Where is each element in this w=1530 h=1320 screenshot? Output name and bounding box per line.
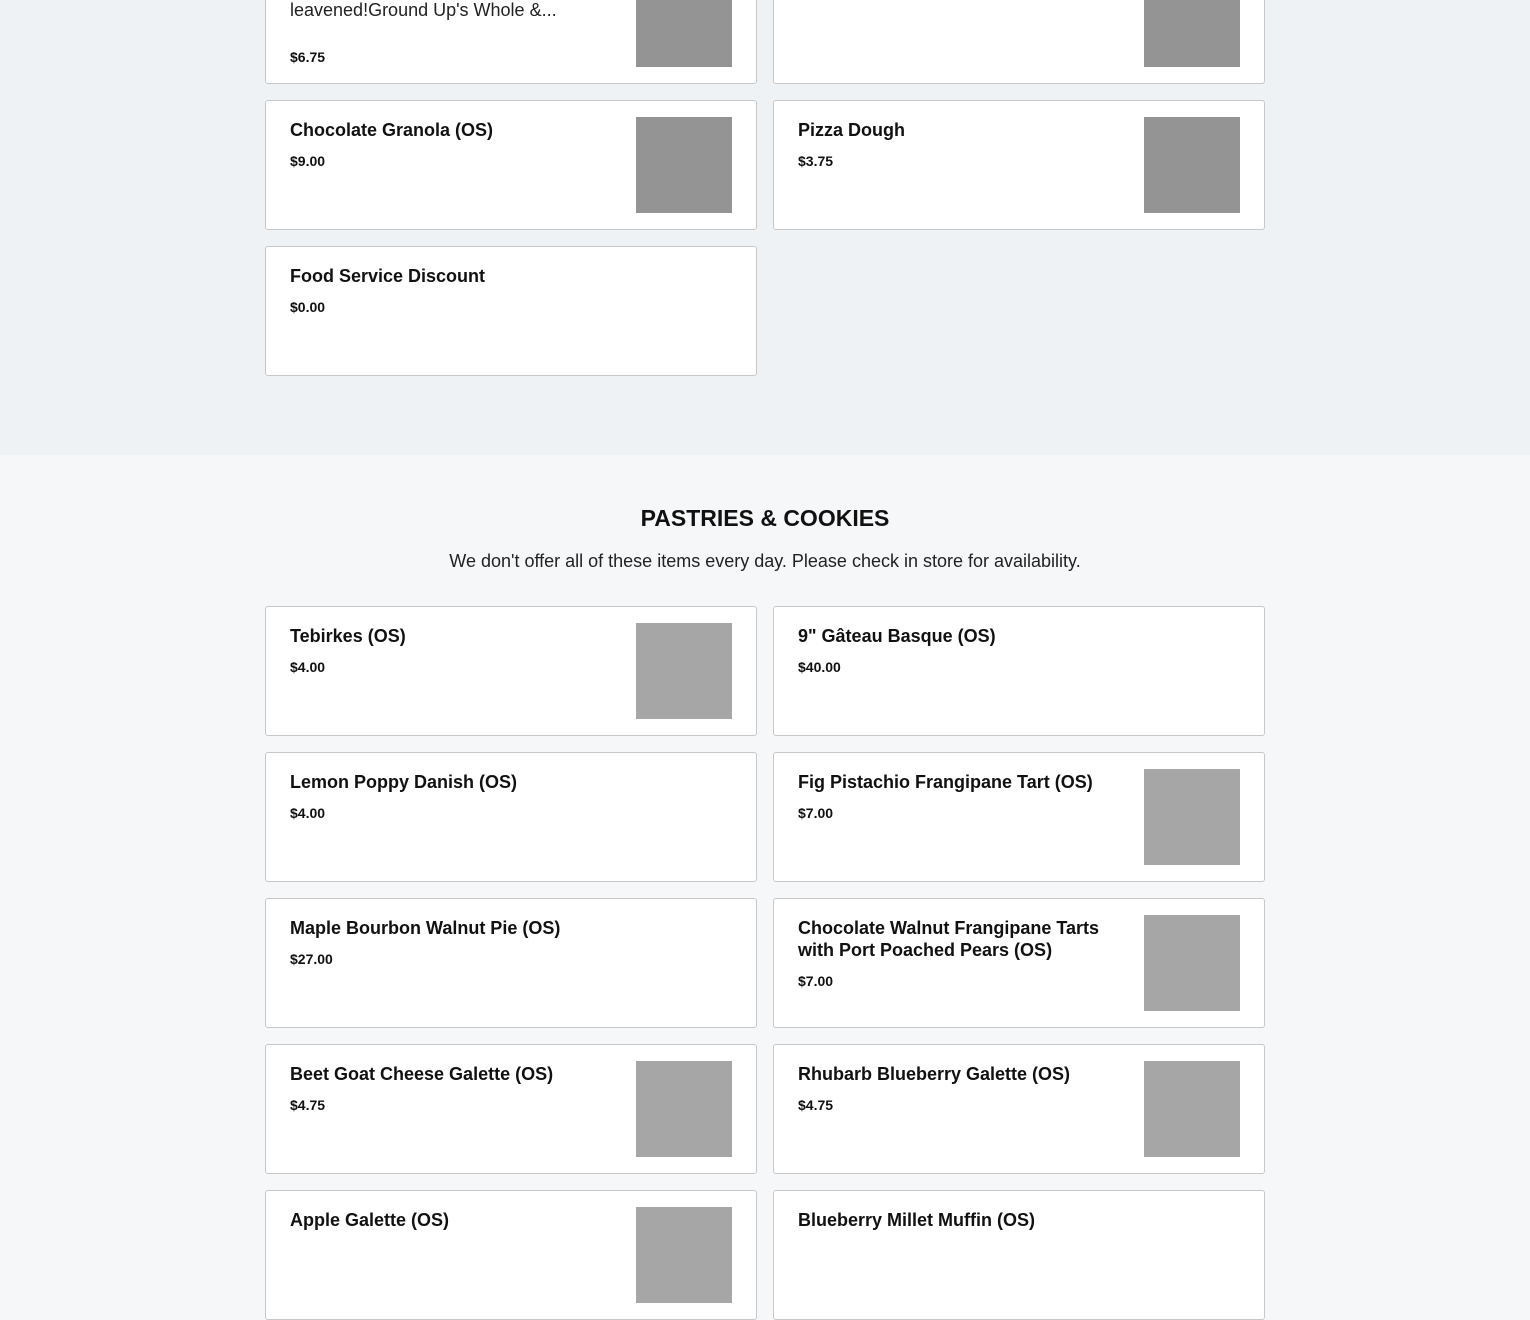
menu-item-card[interactable]	[265, 752, 757, 882]
menu-item-card[interactable]	[265, 1044, 757, 1174]
item-title: Blueberry Millet Muffin (OS)	[798, 1210, 1036, 1230]
item-image	[636, 1207, 732, 1303]
item-price: $4.00	[290, 659, 326, 675]
section-subtitle: We don't offer all of these items every day. Please check in store for availability.	[449, 551, 1081, 571]
item-image	[636, 1061, 732, 1157]
item-image	[1144, 915, 1240, 1011]
item-price: $7.00	[798, 973, 834, 989]
item-price: $4.75	[290, 1097, 326, 1113]
item-price: $4.75	[798, 1097, 834, 1113]
section-title: PASTRIES & COOKIES	[640, 505, 890, 531]
item-title: Tebirkes (OS)	[290, 626, 406, 646]
item-title: Pizza Dough	[798, 120, 905, 140]
item-price: $27.00	[290, 951, 333, 967]
menu-item-card[interactable]	[265, 100, 757, 230]
item-title: Fig Pistachio Frangipane Tart (OS)	[798, 772, 1093, 792]
item-image	[636, 0, 732, 67]
menu-item-card[interactable]	[265, 898, 757, 1028]
item-title: Beet Goat Cheese Galette (OS)	[290, 1064, 554, 1084]
menu-item-card[interactable]	[265, 246, 757, 376]
menu-item-card[interactable]	[773, 606, 1265, 736]
item-price: $3.75	[798, 153, 834, 169]
item-title: 9" Gâteau Basque (OS)	[798, 626, 996, 646]
item-image	[636, 623, 732, 719]
menu-item-card[interactable]	[773, 898, 1265, 1028]
item-image	[1144, 1061, 1240, 1157]
item-image	[1144, 769, 1240, 865]
item-title: Chocolate Granola (OS)	[290, 120, 494, 140]
item-price: $4.00	[290, 805, 326, 821]
item-price: $6.75	[290, 49, 326, 65]
menu-item-card[interactable]	[265, 0, 757, 84]
menu-item-card[interactable]	[265, 1190, 757, 1320]
item-description: leavened!Ground Up's Whole &...	[290, 0, 557, 20]
item-title: Food Service Discount	[290, 266, 486, 286]
menu-item-card[interactable]	[773, 0, 1265, 84]
item-title: Chocolate Walnut Frangipane Tarts with Port Poached Pears (OS)	[798, 918, 1100, 960]
item-image	[636, 117, 732, 213]
bread-section	[0, 0, 1530, 455]
item-price: $0.00	[290, 299, 326, 315]
item-title: Lemon Poppy Danish (OS)	[290, 772, 518, 792]
item-price: $7.00	[798, 805, 834, 821]
menu-item-card[interactable]	[773, 1044, 1265, 1174]
menu-item-card[interactable]	[265, 606, 757, 736]
item-price: $40.00	[798, 659, 841, 675]
pastries-section	[0, 455, 1530, 1230]
item-title: Apple Galette (OS)	[290, 1210, 450, 1230]
item-title: Maple Bourbon Walnut Pie (OS)	[290, 918, 561, 938]
menu-item-card[interactable]	[773, 100, 1265, 230]
menu-item-card[interactable]	[773, 1190, 1265, 1320]
item-price: $9.00	[290, 153, 326, 169]
item-image	[1144, 0, 1240, 67]
item-title: Rhubarb Blueberry Galette (OS)	[798, 1064, 1071, 1084]
item-image	[1144, 117, 1240, 213]
menu-item-card[interactable]	[773, 752, 1265, 882]
